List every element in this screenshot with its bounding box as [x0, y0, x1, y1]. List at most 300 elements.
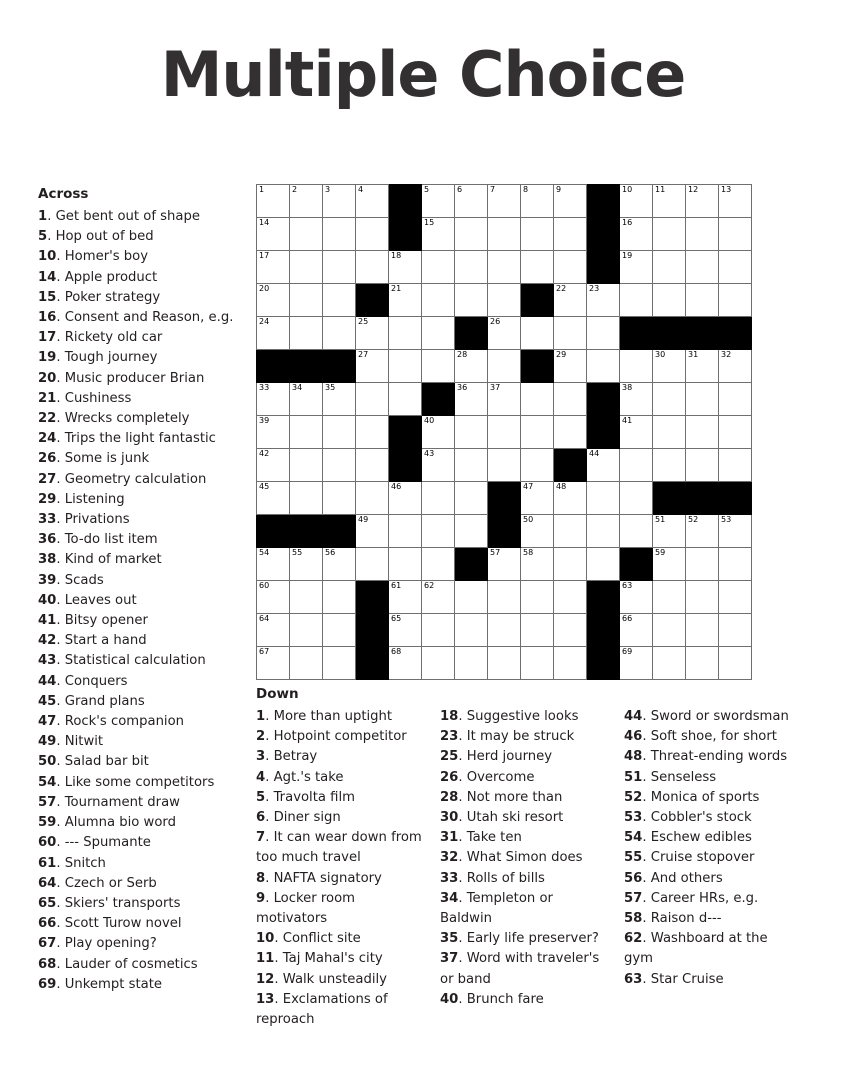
clue-item[interactable] — [38, 369, 238, 389]
grid-cell[interactable] — [488, 449, 521, 482]
clue-number: 24 — [38, 431, 57, 447]
clue-item[interactable] — [38, 813, 238, 833]
grid-cell[interactable] — [488, 614, 521, 647]
clue-item[interactable] — [624, 707, 792, 727]
clue-item[interactable] — [440, 949, 608, 989]
grid-cell[interactable] — [323, 548, 356, 581]
grid-cell[interactable] — [554, 284, 587, 317]
grid-cell[interactable] — [521, 251, 554, 284]
grid-cell[interactable] — [422, 185, 455, 218]
clue-number: 49 — [38, 734, 57, 750]
grid-cell[interactable] — [257, 647, 290, 680]
grid-cell[interactable] — [455, 581, 488, 614]
grid-cell[interactable] — [389, 251, 422, 284]
clue-text: . Travolta film — [265, 789, 355, 805]
clue-item[interactable] — [38, 348, 238, 368]
grid-cell[interactable] — [290, 383, 323, 416]
grid-cell-number: 54 — [259, 548, 270, 557]
grid-cell[interactable] — [455, 449, 488, 482]
grid-cell[interactable] — [389, 482, 422, 515]
grid-cell[interactable] — [686, 284, 719, 317]
grid-cell[interactable] — [356, 449, 389, 482]
grid-cell[interactable] — [620, 614, 653, 647]
grid-cell[interactable] — [257, 218, 290, 251]
grid-cell[interactable] — [521, 185, 554, 218]
grid-cell[interactable] — [521, 317, 554, 350]
grid-cell[interactable] — [653, 449, 686, 482]
clue-item[interactable] — [624, 848, 792, 868]
clue-number: 26 — [38, 451, 57, 467]
grid-cell[interactable] — [719, 548, 752, 581]
grid-cell[interactable] — [620, 383, 653, 416]
grid-cell[interactable] — [257, 251, 290, 284]
clue-item[interactable] — [38, 449, 238, 469]
grid-cell[interactable] — [257, 548, 290, 581]
grid-cell[interactable] — [389, 647, 422, 680]
clue-item[interactable] — [38, 692, 238, 712]
grid-cell[interactable] — [323, 185, 356, 218]
grid-cell[interactable] — [422, 218, 455, 251]
crossword-grid[interactable] — [256, 184, 752, 680]
grid-cell[interactable] — [587, 449, 620, 482]
clue-item[interactable] — [440, 929, 608, 949]
grid-cell[interactable] — [554, 482, 587, 515]
grid-cell[interactable] — [257, 416, 290, 449]
clue-item[interactable] — [38, 227, 238, 247]
clue-item[interactable] — [440, 848, 608, 868]
grid-cell[interactable] — [356, 548, 389, 581]
clue-item[interactable] — [38, 470, 238, 490]
grid-cell[interactable] — [356, 515, 389, 548]
grid-cell[interactable] — [686, 350, 719, 383]
clue-item[interactable] — [440, 768, 608, 788]
grid-cell[interactable] — [620, 218, 653, 251]
grid-cell[interactable] — [620, 185, 653, 218]
grid-cell[interactable] — [323, 449, 356, 482]
grid-cell[interactable] — [323, 647, 356, 680]
grid-cell[interactable] — [356, 218, 389, 251]
grid-cell[interactable] — [290, 317, 323, 350]
clue-item[interactable] — [38, 732, 238, 752]
grid-cell[interactable] — [422, 482, 455, 515]
grid-cell[interactable] — [521, 482, 554, 515]
grid-cell[interactable] — [554, 350, 587, 383]
clue-item[interactable] — [38, 712, 238, 732]
clue-item[interactable] — [440, 889, 608, 929]
grid-cell[interactable] — [653, 218, 686, 251]
grid-cell[interactable] — [422, 350, 455, 383]
grid-cell[interactable] — [686, 251, 719, 284]
grid-cell[interactable] — [323, 284, 356, 317]
grid-cell[interactable] — [620, 515, 653, 548]
clue-item[interactable] — [256, 929, 424, 949]
grid-cell[interactable] — [323, 218, 356, 251]
grid-cell-block — [587, 614, 620, 647]
grid-cell[interactable] — [389, 614, 422, 647]
grid-cell[interactable] — [620, 350, 653, 383]
clue-item[interactable] — [38, 207, 238, 227]
grid-cell[interactable] — [323, 251, 356, 284]
clue-item[interactable] — [38, 530, 238, 550]
grid-cell[interactable] — [356, 482, 389, 515]
grid-cell[interactable] — [653, 251, 686, 284]
grid-cell[interactable] — [620, 449, 653, 482]
clue-item[interactable] — [38, 934, 238, 954]
clue-item[interactable] — [624, 828, 792, 848]
clue-item[interactable] — [256, 768, 424, 788]
grid-cell[interactable] — [422, 548, 455, 581]
grid-cell[interactable] — [323, 383, 356, 416]
clue-item[interactable] — [624, 889, 792, 909]
grid-cell[interactable] — [521, 647, 554, 680]
grid-cell[interactable] — [488, 548, 521, 581]
clue-item[interactable] — [38, 894, 238, 914]
grid-cell[interactable] — [455, 647, 488, 680]
grid-cell[interactable] — [686, 548, 719, 581]
grid-cell[interactable] — [290, 251, 323, 284]
clue-item[interactable] — [38, 874, 238, 894]
clue-item[interactable] — [38, 429, 238, 449]
grid-cell[interactable] — [719, 515, 752, 548]
grid-cell[interactable] — [455, 218, 488, 251]
clue-text: . Some is junk — [56, 451, 150, 467]
clue-number: 13 — [256, 991, 275, 1007]
grid-cell[interactable] — [422, 317, 455, 350]
grid-cell[interactable] — [356, 251, 389, 284]
grid-cell[interactable] — [521, 548, 554, 581]
grid-cell[interactable] — [422, 647, 455, 680]
grid-cell[interactable] — [719, 581, 752, 614]
clue-item[interactable] — [624, 768, 792, 788]
grid-cell[interactable] — [455, 251, 488, 284]
grid-cell[interactable] — [290, 548, 323, 581]
grid-cell[interactable] — [257, 383, 290, 416]
grid-cell[interactable] — [653, 548, 686, 581]
clue-item[interactable] — [256, 707, 424, 727]
clue-item[interactable] — [256, 990, 424, 1030]
grid-cell[interactable] — [422, 416, 455, 449]
grid-cell[interactable] — [587, 548, 620, 581]
grid-cell[interactable] — [389, 515, 422, 548]
grid-cell[interactable] — [422, 284, 455, 317]
grid-cell[interactable] — [686, 185, 719, 218]
grid-cell[interactable] — [686, 614, 719, 647]
down-clue-list — [624, 707, 792, 1030]
clue-text: . Take ten — [458, 830, 522, 846]
grid-cell[interactable] — [587, 482, 620, 515]
clue-item[interactable] — [38, 328, 238, 348]
grid-cell[interactable] — [521, 449, 554, 482]
clue-number: 44 — [624, 709, 643, 724]
clue-item[interactable] — [624, 970, 792, 990]
grid-cell[interactable] — [257, 614, 290, 647]
clue-item[interactable] — [38, 490, 238, 510]
clue-text: . Music producer Brian — [56, 370, 205, 386]
grid-cell[interactable] — [686, 449, 719, 482]
grid-cell[interactable] — [620, 416, 653, 449]
grid-cell[interactable] — [488, 647, 521, 680]
grid-cell[interactable] — [686, 416, 719, 449]
grid-cell[interactable] — [356, 416, 389, 449]
grid-cell[interactable] — [653, 284, 686, 317]
grid-cell[interactable] — [290, 449, 323, 482]
clue-item[interactable] — [440, 828, 608, 848]
clue-item[interactable] — [38, 409, 238, 429]
clue-item[interactable] — [38, 955, 238, 975]
grid-row — [257, 383, 752, 416]
grid-cell[interactable] — [587, 350, 620, 383]
grid-cell[interactable] — [521, 515, 554, 548]
grid-cell[interactable] — [554, 383, 587, 416]
grid-cell[interactable] — [620, 251, 653, 284]
grid-row — [257, 449, 752, 482]
clue-item[interactable] — [38, 288, 238, 308]
clue-item[interactable] — [256, 727, 424, 747]
grid-cell[interactable] — [620, 581, 653, 614]
grid-cell[interactable] — [455, 416, 488, 449]
grid-cell[interactable] — [455, 185, 488, 218]
grid-cell[interactable] — [488, 416, 521, 449]
clue-item[interactable] — [38, 247, 238, 267]
grid-cell[interactable] — [719, 647, 752, 680]
grid-table[interactable] — [256, 184, 752, 680]
grid-cell[interactable] — [422, 449, 455, 482]
grid-cell[interactable] — [389, 383, 422, 416]
grid-cell[interactable] — [455, 614, 488, 647]
clue-item[interactable] — [440, 990, 608, 1010]
clue-item[interactable] — [38, 752, 238, 772]
clue-item[interactable] — [38, 591, 238, 611]
grid-cell[interactable] — [290, 284, 323, 317]
grid-cell[interactable] — [719, 218, 752, 251]
grid-cell[interactable] — [554, 515, 587, 548]
clue-item[interactable] — [38, 389, 238, 409]
grid-cell[interactable] — [488, 218, 521, 251]
grid-cell[interactable] — [620, 482, 653, 515]
grid-cell[interactable] — [257, 581, 290, 614]
clue-item[interactable] — [256, 808, 424, 828]
clue-item[interactable] — [38, 510, 238, 530]
clue-text: . Soft shoe, for short — [642, 729, 777, 745]
grid-cell[interactable] — [257, 482, 290, 515]
clue-item[interactable] — [38, 833, 238, 853]
grid-cell[interactable] — [554, 218, 587, 251]
grid-row — [257, 350, 752, 383]
grid-cell[interactable] — [257, 317, 290, 350]
grid-cell[interactable] — [290, 185, 323, 218]
clue-item[interactable] — [38, 975, 238, 995]
clue-item[interactable] — [440, 808, 608, 828]
grid-cell[interactable] — [554, 416, 587, 449]
grid-cell[interactable] — [653, 350, 686, 383]
grid-row — [257, 284, 752, 317]
grid-cell[interactable] — [422, 581, 455, 614]
grid-cell-block — [719, 317, 752, 350]
grid-cell[interactable] — [290, 614, 323, 647]
grid-cell[interactable] — [356, 350, 389, 383]
grid-cell[interactable] — [554, 548, 587, 581]
grid-cell[interactable] — [719, 185, 752, 218]
down-clue-columns — [256, 707, 826, 1030]
clue-item[interactable] — [38, 854, 238, 874]
clue-item[interactable] — [256, 970, 424, 990]
grid-cell[interactable] — [290, 647, 323, 680]
grid-cell[interactable] — [290, 416, 323, 449]
clue-item[interactable] — [38, 308, 238, 328]
grid-cell[interactable] — [455, 350, 488, 383]
grid-cell[interactable] — [488, 350, 521, 383]
grid-cell[interactable] — [257, 284, 290, 317]
clue-item[interactable] — [256, 788, 424, 808]
grid-cell[interactable] — [422, 515, 455, 548]
grid-cell[interactable] — [488, 284, 521, 317]
clue-item[interactable] — [256, 747, 424, 767]
grid-cell-block — [422, 383, 455, 416]
clue-item[interactable] — [624, 909, 792, 929]
grid-cell[interactable] — [653, 581, 686, 614]
clue-item[interactable] — [624, 869, 792, 889]
clue-item[interactable] — [38, 914, 238, 934]
grid-cell[interactable] — [521, 416, 554, 449]
grid-cell[interactable] — [323, 317, 356, 350]
grid-cell[interactable] — [554, 647, 587, 680]
grid-cell[interactable] — [554, 614, 587, 647]
grid-cell[interactable] — [554, 251, 587, 284]
grid-cell[interactable] — [356, 383, 389, 416]
clue-item[interactable] — [38, 550, 238, 570]
grid-cell[interactable] — [455, 515, 488, 548]
grid-cell[interactable] — [323, 614, 356, 647]
grid-cell[interactable] — [719, 284, 752, 317]
grid-cell[interactable] — [554, 317, 587, 350]
grid-cell[interactable] — [257, 449, 290, 482]
grid-cell[interactable] — [389, 317, 422, 350]
clue-number: 41 — [38, 613, 57, 629]
clue-text: . Suggestive looks — [458, 709, 579, 724]
grid-cell[interactable] — [719, 350, 752, 383]
clue-item[interactable] — [624, 788, 792, 808]
grid-cell[interactable] — [488, 581, 521, 614]
grid-cell[interactable] — [389, 284, 422, 317]
grid-cell[interactable] — [323, 416, 356, 449]
grid-cell[interactable] — [719, 383, 752, 416]
grid-cell[interactable] — [719, 449, 752, 482]
clue-item[interactable] — [38, 268, 238, 288]
grid-cell[interactable] — [488, 251, 521, 284]
grid-cell[interactable] — [686, 581, 719, 614]
grid-cell[interactable] — [653, 383, 686, 416]
grid-cell[interactable] — [653, 185, 686, 218]
grid-cell[interactable] — [356, 185, 389, 218]
grid-cell[interactable] — [587, 515, 620, 548]
clue-item[interactable] — [38, 651, 238, 671]
grid-cell[interactable] — [257, 185, 290, 218]
grid-cell[interactable] — [719, 614, 752, 647]
grid-cell[interactable] — [488, 185, 521, 218]
grid-cell-block — [455, 548, 488, 581]
clue-item[interactable] — [256, 869, 424, 889]
grid-cell[interactable] — [290, 218, 323, 251]
clue-item[interactable] — [38, 773, 238, 793]
clue-item[interactable] — [256, 949, 424, 969]
grid-cell[interactable] — [389, 548, 422, 581]
clue-item[interactable] — [38, 672, 238, 692]
grid-cell[interactable] — [521, 218, 554, 251]
grid-cell[interactable] — [653, 647, 686, 680]
grid-cell[interactable] — [620, 647, 653, 680]
clue-item[interactable] — [440, 747, 608, 767]
grid-cell[interactable] — [323, 482, 356, 515]
clue-item[interactable] — [440, 707, 608, 727]
grid-cell[interactable] — [488, 317, 521, 350]
clue-item[interactable] — [256, 828, 424, 868]
grid-cell[interactable] — [488, 383, 521, 416]
grid-cell[interactable] — [719, 416, 752, 449]
clue-number: 57 — [624, 890, 643, 906]
grid-cell[interactable] — [356, 317, 389, 350]
grid-cell[interactable] — [389, 350, 422, 383]
grid-cell-number: 45 — [259, 482, 270, 491]
clue-item[interactable] — [624, 747, 792, 767]
grid-cell[interactable] — [554, 581, 587, 614]
clue-item[interactable] — [38, 611, 238, 631]
grid-cell[interactable] — [389, 581, 422, 614]
clue-item[interactable] — [624, 727, 792, 747]
grid-cell-block — [323, 350, 356, 383]
grid-cell[interactable] — [521, 581, 554, 614]
clue-item[interactable] — [624, 929, 792, 969]
grid-cell-block — [653, 317, 686, 350]
grid-cell-number: 24 — [259, 317, 270, 326]
clue-item[interactable] — [440, 788, 608, 808]
grid-cell[interactable] — [686, 647, 719, 680]
grid-cell-number: 61 — [391, 581, 402, 590]
clue-item[interactable] — [38, 793, 238, 813]
clue-item[interactable] — [38, 571, 238, 591]
grid-cell[interactable] — [686, 383, 719, 416]
grid-cell[interactable] — [422, 251, 455, 284]
grid-cell[interactable] — [455, 383, 488, 416]
clue-item[interactable] — [624, 808, 792, 828]
grid-cell[interactable] — [290, 581, 323, 614]
grid-cell[interactable] — [686, 218, 719, 251]
grid-cell[interactable] — [521, 383, 554, 416]
clue-item[interactable] — [440, 869, 608, 889]
grid-cell[interactable] — [620, 284, 653, 317]
grid-cell[interactable] — [587, 317, 620, 350]
grid-cell[interactable] — [455, 284, 488, 317]
grid-cell[interactable] — [422, 614, 455, 647]
clue-text: . Unkempt state — [56, 976, 163, 992]
clue-item[interactable] — [38, 631, 238, 651]
clue-item[interactable] — [440, 727, 608, 747]
clue-item[interactable] — [256, 889, 424, 929]
grid-cell-number: 52 — [688, 515, 699, 524]
down-clue-list — [256, 707, 424, 1030]
grid-cell[interactable] — [521, 614, 554, 647]
grid-cell[interactable] — [653, 416, 686, 449]
grid-cell[interactable] — [653, 515, 686, 548]
grid-cell[interactable] — [554, 185, 587, 218]
grid-cell[interactable] — [719, 251, 752, 284]
grid-cell[interactable] — [323, 581, 356, 614]
grid-cell[interactable] — [290, 482, 323, 515]
clue-number: 8 — [256, 870, 266, 886]
grid-cell[interactable] — [455, 482, 488, 515]
grid-cell[interactable] — [653, 614, 686, 647]
grid-cell[interactable] — [686, 515, 719, 548]
grid-cell[interactable] — [587, 284, 620, 317]
